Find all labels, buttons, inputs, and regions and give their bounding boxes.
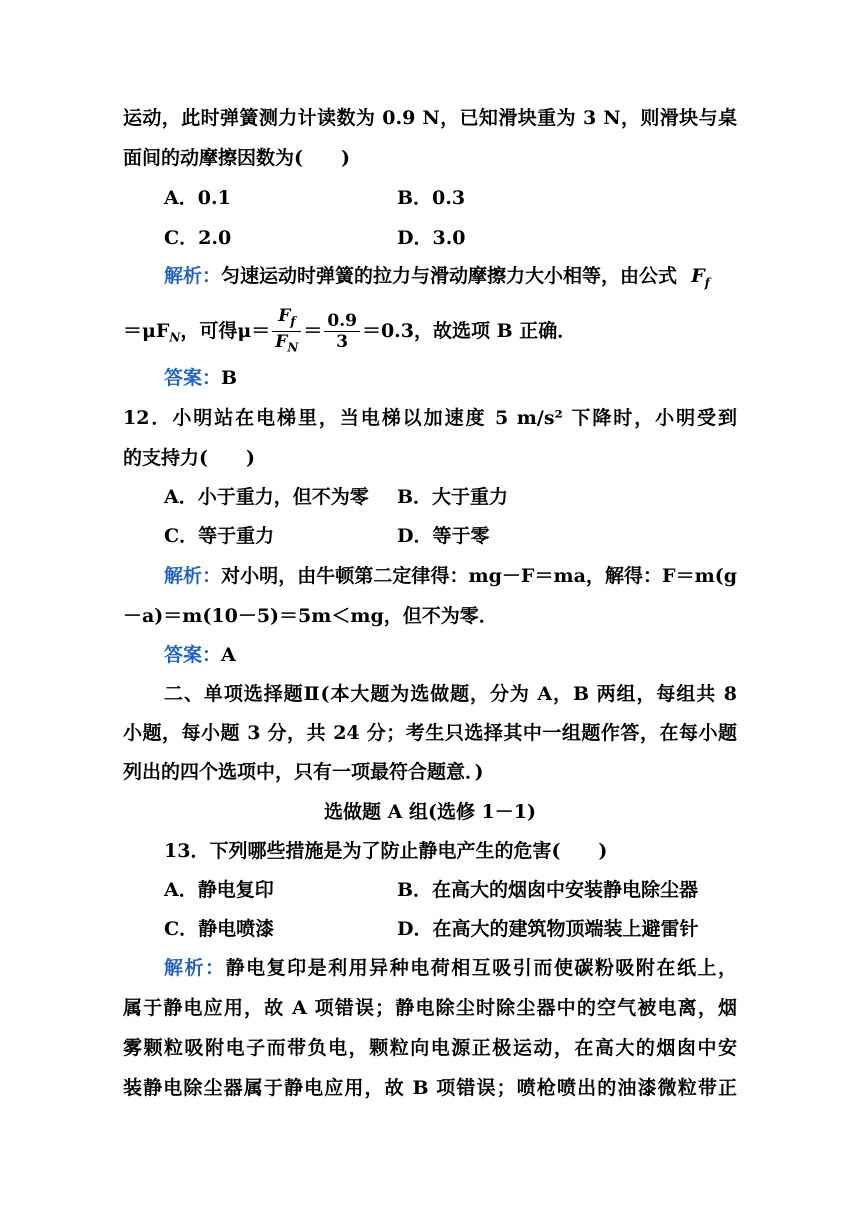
q13-analysis-text: 静电复印是利用异种电荷相互吸引而使碳粉吸附在纸上， <box>225 957 737 979</box>
q12-answer <box>164 643 236 667</box>
q11-answer <box>164 366 237 390</box>
q11-analysis-label: 解析： <box>164 265 222 287</box>
q11-formula-mid: ，可得μ＝ <box>180 319 271 342</box>
q11-analysis-formula: $=\mu F_N$，可得μ＝ $\frac{F_f}{F_N}$ ＝ $\frac{0.9}{3}$ ＝0.3，故选项 B 正确． <box>123 306 576 358</box>
q11-answer-label: 答案： <box>164 367 222 389</box>
q12-option-b: B．大于重力 <box>397 486 509 508</box>
q13-option-d: D．在高大的建筑物顶端装上避雷针 <box>397 918 699 940</box>
q12-option-c: C．等于重力 <box>164 525 275 547</box>
q13-line-1: 13．下列哪些措施是为了防止静电产生的危害( ) <box>164 840 608 862</box>
q11-option-b: B．0.3 <box>397 187 466 209</box>
q13-analysis-line-2: 属于静电应用，故 A 项错误；静电除尘时除尘器中的空气被电离，烟 <box>123 997 737 1019</box>
q13-option-a: A．静电复印 <box>164 879 274 901</box>
q12-answer-label: 答案： <box>164 644 222 666</box>
q11-formula-prefix: ＝μF <box>123 319 170 342</box>
q11-line-2: 面间的动摩擦因数为( ) <box>123 147 350 169</box>
q11-option-d: D．3.0 <box>397 227 466 249</box>
q12-line-1: 12．小明站在电梯里，当电梯以加速度 5 m/s² 下降时，小明受到 <box>123 407 737 429</box>
q11-analysis-text: 匀速运动时弹簧的拉力与滑动摩擦力大小相等，由公式 <box>221 265 678 287</box>
q12-analysis-label: 解析： <box>164 565 222 587</box>
q13-option-b: B．在高大的烟囱中安装静电除尘器 <box>397 879 699 901</box>
q11-answer-value: B <box>221 367 238 389</box>
q12-analysis-line-1 <box>164 564 737 588</box>
section2-line-3: 列出的四个选项中，只有一项最符合题意．) <box>123 761 484 783</box>
section2-line-2: 小题，每小题 3 分，共 24 分；考生只选择其中一组题作答，在每小题 <box>123 722 737 744</box>
q13-option-c: C．静电喷漆 <box>164 918 275 940</box>
q11-fraction-ff-fn: $\frac{F_f}{F_N}$ <box>272 306 301 358</box>
q11-fraction-values: $\frac{0.9}{3}$ <box>324 311 360 352</box>
section2-line-1: 二、单项选择题Ⅱ(本大题为选做题，分为 A，B 两组，每组共 8 <box>164 683 737 705</box>
q13-analysis-line-4: 装静电除尘器属于静电应用，故 B 项错误；喷枪喷出的油漆微粒带正 <box>123 1077 737 1099</box>
q11-analysis-line-1: 解析：匀速运动时弹簧的拉力与滑动摩擦力大小相等，由公式 $F_f$ <box>164 265 710 290</box>
q11-formula-tail: ＝0.3，故选项 B 正确． <box>361 319 577 342</box>
q12-analysis-line-2: －a)＝m(10－5)＝5m＜mg，但不为零． <box>123 605 498 627</box>
q13-analysis-line-3: 雾颗粒吸附电子而带负电，颗粒向电源正极运动，在高大的烟囱中安 <box>123 1037 737 1059</box>
q13-analysis-line-1 <box>164 956 737 980</box>
q11-line-1: 运动，此时弹簧测力计读数为 0.9 N，已知滑块重为 3 N，则滑块与桌 <box>123 107 737 129</box>
q12-analysis-text: 对小明，由牛顿第二定律得：mg－F＝ma，解得：F＝m(g <box>221 565 737 587</box>
q12-option-d: D．等于零 <box>397 525 490 547</box>
q13-analysis-label: 解析： <box>164 957 226 979</box>
q12-option-a: A．小于重力，但不为零 <box>164 486 369 508</box>
group-a-title: 选做题 A 组(选修 1－1) <box>323 801 536 823</box>
q12-answer-value: A <box>221 644 236 666</box>
q11-option-a: A．0.1 <box>164 187 231 209</box>
q11-option-c: C．2.0 <box>164 227 232 249</box>
q12-line-2: 的支持力( ) <box>123 447 255 469</box>
